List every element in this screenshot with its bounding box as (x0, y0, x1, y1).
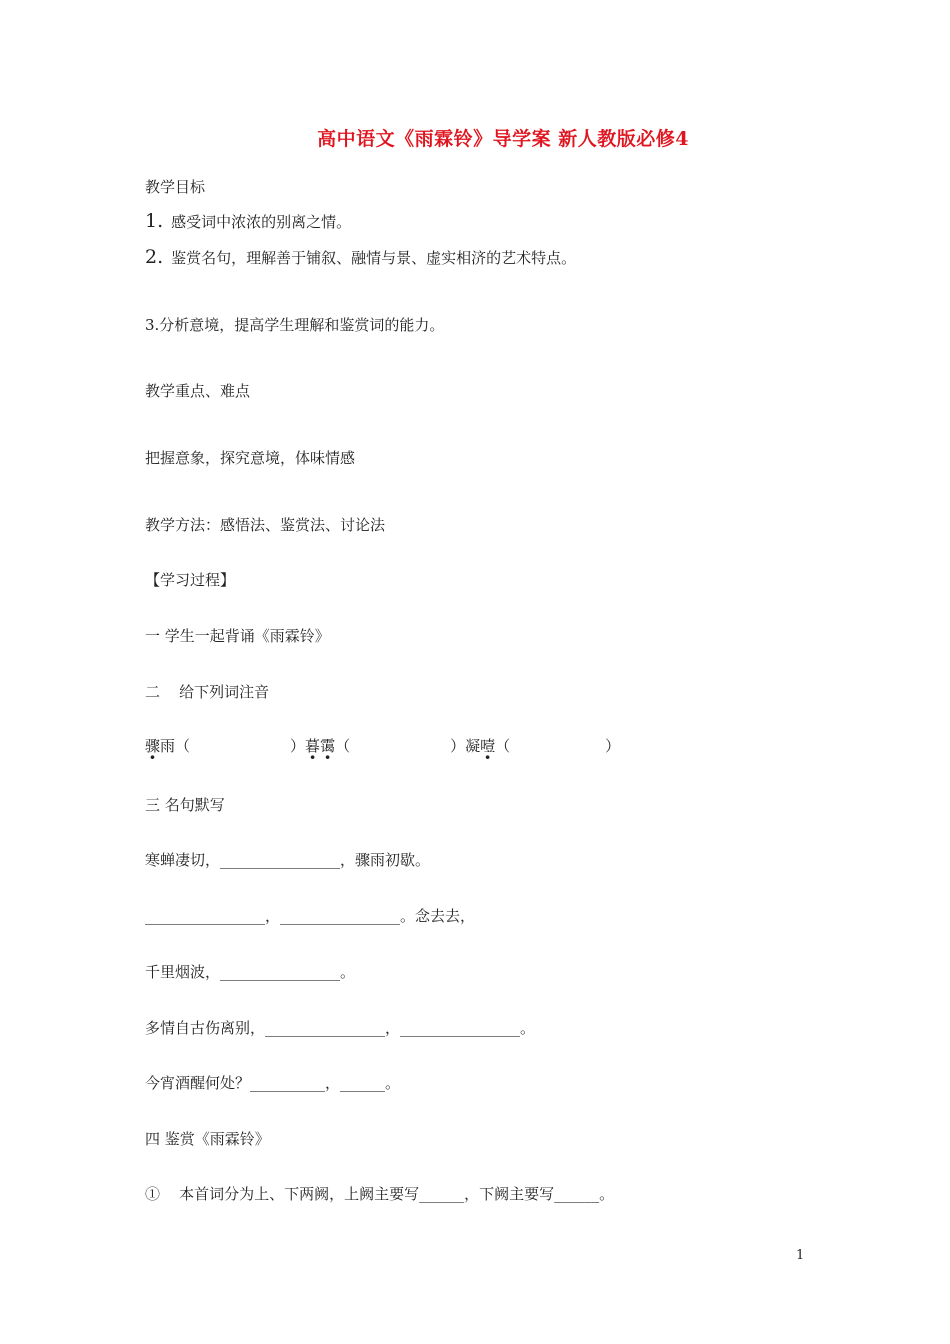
learning-process-heading: 【学习过程】 (145, 571, 236, 589)
fill-line-3[interactable]: 千里烟波，________________。 (145, 963, 356, 981)
pinyin-close-1: ） (290, 737, 306, 755)
document-title: 高中语文《雨霖铃》导学案 新人教版必修4 (317, 128, 689, 150)
teaching-methods: 教学方法：感悟法、鉴赏法、讨论法 (145, 516, 386, 534)
fill-line-2[interactable]: ________________，________________。念去去， (145, 907, 476, 925)
keypoints-text: 把握意象，探究意境，体味情感 (145, 449, 356, 467)
section-4-appreciation: 四 鉴赏《雨霖铃》 (145, 1130, 270, 1148)
objectives-heading: 教学目标 (145, 178, 206, 196)
pinyin-word-3-paren: （ (495, 737, 511, 755)
objective-item-2 (145, 247, 576, 268)
fill-line-1[interactable]: 寒蝉凄切，________________，骤雨初歇。 (145, 851, 431, 869)
pinyin-char-mu: 暮 (305, 737, 321, 755)
pinyin-char-ai: 霭 (320, 737, 336, 755)
objective-2-number: 2. (145, 246, 164, 268)
fill-line-5[interactable]: 今宵酒醒何处？__________，______。 (145, 1074, 401, 1092)
question-1[interactable]: ① 本首词分为上、下两阙，上阙主要写______，下阙主要写______。 (145, 1185, 615, 1203)
objective-item-3: 3.分析意境，提高学生理解和鉴赏词的能力。 (145, 316, 445, 334)
pinyin-char-zhou: 骤 (145, 737, 161, 755)
pinyin-close-2: ） (450, 737, 466, 755)
pinyin-row (145, 736, 620, 756)
page-number: 1 (796, 1248, 805, 1263)
objective-2-text: 鉴赏名句，理解善于铺叙、融情与景、虚实相济的艺术特点。 (171, 249, 577, 267)
fill-line-4[interactable]: 多情自古伤离别，________________，________________。 (145, 1019, 536, 1037)
pinyin-char-ning: 凝 (465, 737, 481, 755)
objective-1-number: 1. (145, 210, 164, 232)
keypoints-heading: 教学重点、难点 (145, 382, 251, 400)
pinyin-word-2-paren: （ (335, 737, 351, 755)
section-1-recite: 一 学生一起背诵《雨霖铃》 (145, 627, 330, 645)
pinyin-close-3: ） (605, 737, 621, 755)
objective-item-1 (145, 211, 351, 232)
section-2-pinyin: 二 给下列词注音 (145, 683, 270, 701)
objective-1-text: 感受词中浓浓的别离之情。 (171, 213, 352, 231)
section-3-dictation: 三 名句默写 (145, 796, 225, 814)
pinyin-word-1-rest: 雨（ (160, 737, 191, 755)
pinyin-char-ye: 噎 (480, 737, 496, 755)
